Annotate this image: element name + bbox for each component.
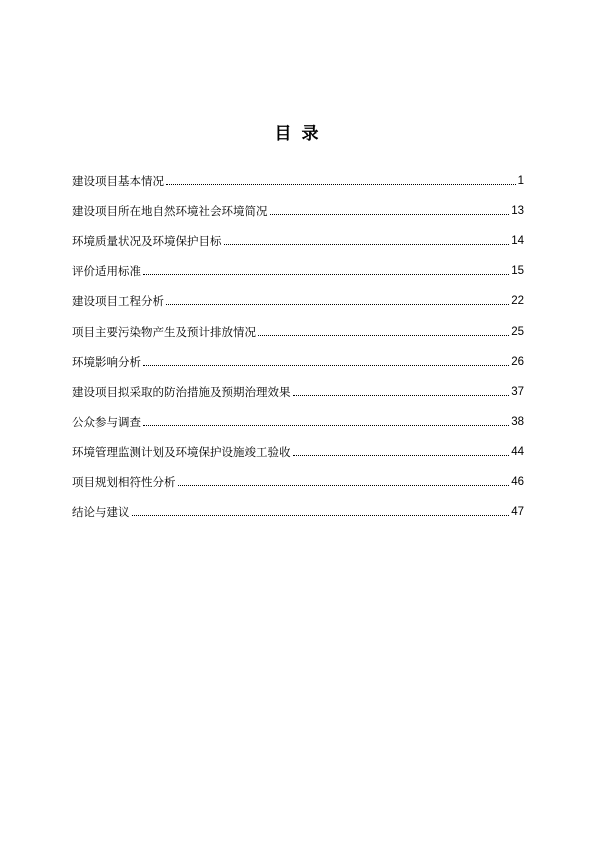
toc-entry-page-number: 38: [511, 415, 524, 428]
toc-entry-page-number: 44: [511, 445, 524, 458]
toc-entry-label: 环境质量状况及环境保护目标: [72, 234, 222, 249]
toc-dot-leader: [143, 424, 509, 426]
toc-entry[interactable]: [72, 158, 524, 188]
toc-entry-page-number: 46: [511, 476, 524, 489]
toc-entry-label: 结论与建议: [72, 505, 130, 520]
toc-entry[interactable]: [72, 399, 524, 429]
toc-entry-label: 建设项目拟采取的防治措施及预期治理效果: [72, 384, 291, 399]
toc-dot-leader: [293, 454, 510, 456]
toc-entry-label: 项目主要污染物产生及预计排放情况: [72, 324, 256, 339]
toc-entry[interactable]: [72, 429, 524, 459]
toc-entry-label: 项目规划相符性分析: [72, 475, 176, 490]
toc-dot-leader: [143, 364, 509, 366]
toc-entry-page-number: 1: [517, 175, 524, 188]
toc-entry-page-number: 15: [511, 265, 524, 278]
toc-entry-label: 公众参与调查: [72, 414, 141, 429]
toc-entry-label: 建设项目工程分析: [72, 294, 164, 309]
toc-entry-label: 环境影响分析: [72, 354, 141, 369]
toc-entry-label: 评价适用标准: [72, 264, 141, 279]
toc-entry[interactable]: [72, 308, 524, 338]
toc-entry[interactable]: [72, 489, 524, 519]
toc-dot-leader: [166, 183, 516, 185]
toc-title: 目 录: [274, 124, 321, 144]
toc-dot-leader: [224, 243, 510, 245]
toc-entry-page-number: 37: [511, 385, 524, 398]
toc-list: [72, 158, 524, 519]
toc-entry[interactable]: [72, 369, 524, 399]
toc-dot-leader: [178, 484, 510, 486]
toc-entry[interactable]: [72, 218, 524, 248]
toc-dot-leader: [143, 273, 509, 275]
toc-entry-label: 建设项目基本情况: [72, 174, 164, 189]
toc-entry-page-number: 26: [511, 355, 524, 368]
toc-dot-leader: [293, 394, 510, 396]
toc-entry[interactable]: [72, 188, 524, 218]
toc-entry-label: 环境管理监测计划及环境保护设施竣工验收: [72, 444, 291, 459]
toc-entry-page-number: 47: [511, 506, 524, 519]
toc-entry-page-number: 14: [511, 235, 524, 248]
toc-dot-leader: [258, 334, 509, 336]
toc-entry-label: 建设项目所在地自然环境社会环境简况: [72, 204, 268, 219]
toc-entry[interactable]: [72, 339, 524, 369]
toc-dot-leader: [166, 303, 509, 305]
toc-dot-leader: [132, 514, 510, 516]
toc-entry-page-number: 22: [511, 295, 524, 308]
toc-entry-page-number: 25: [511, 325, 524, 338]
toc-entry[interactable]: [72, 248, 524, 278]
toc-dot-leader: [270, 213, 510, 215]
toc-entry[interactable]: [72, 459, 524, 489]
toc-entry-page-number: 13: [511, 205, 524, 218]
toc-entry[interactable]: [72, 278, 524, 308]
